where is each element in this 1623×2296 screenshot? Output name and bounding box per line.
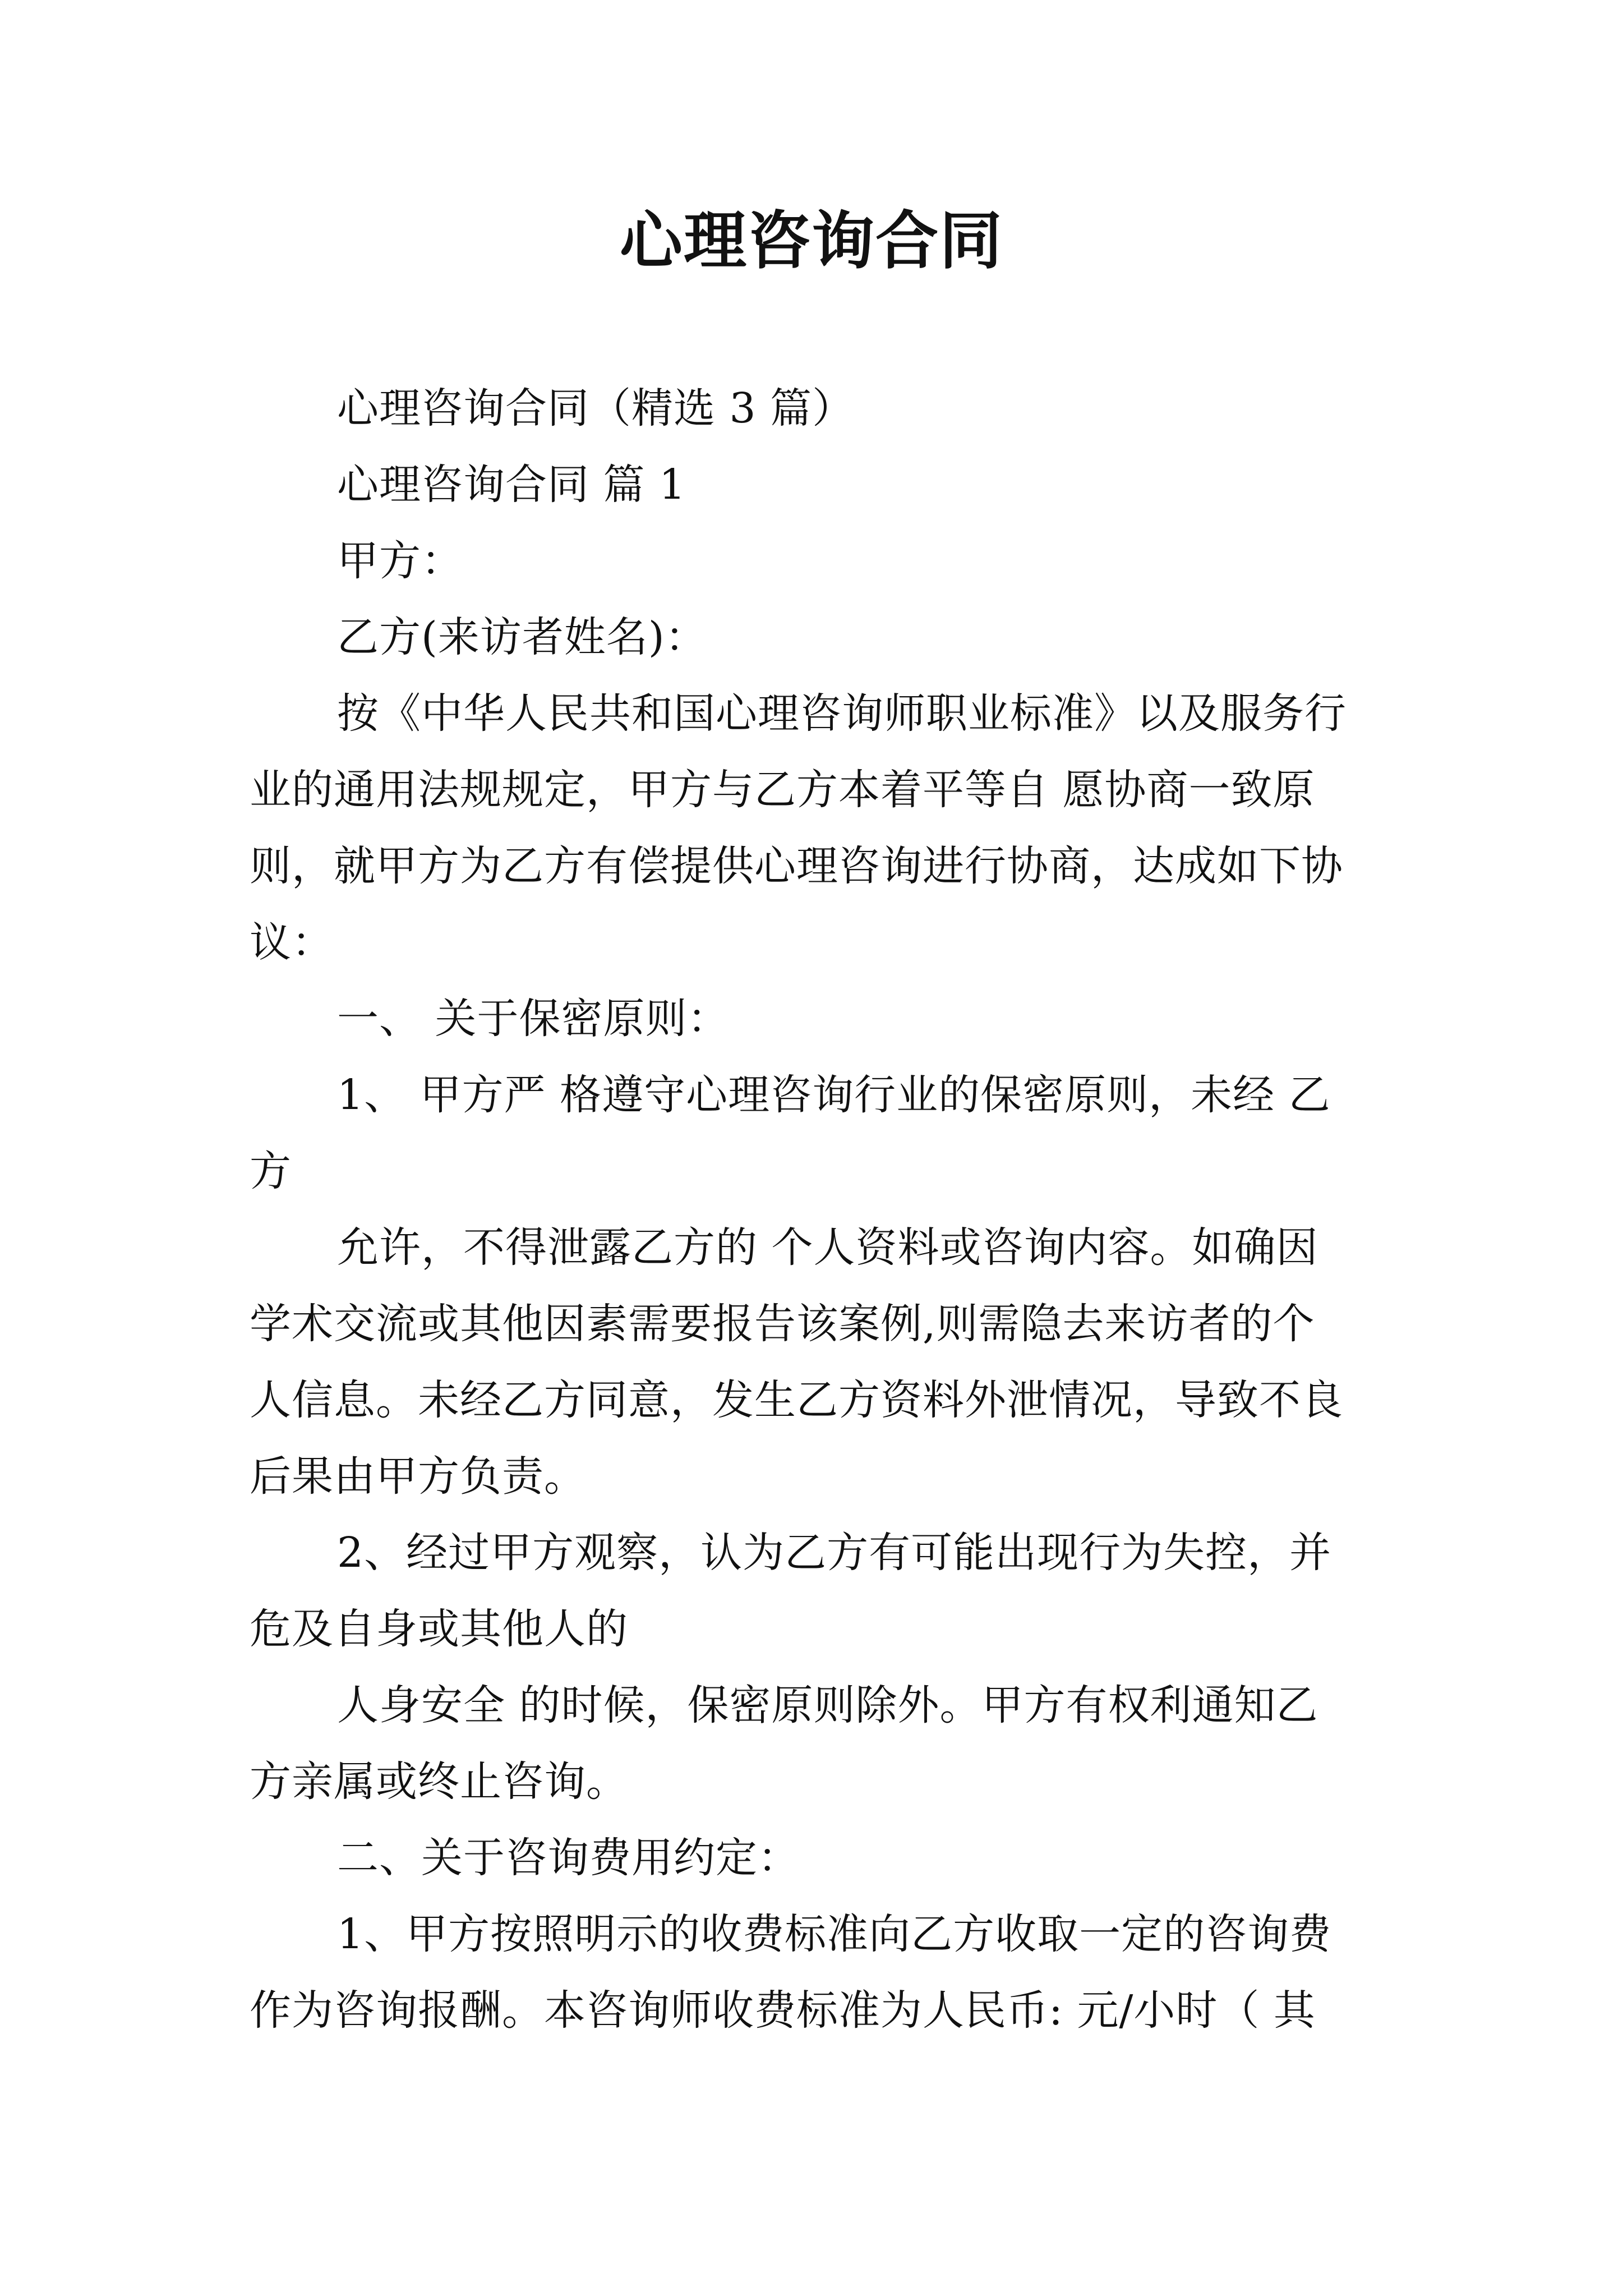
paragraph-line: 学术交流或其他因素需要报告该案例,则需隐去来访者的个 <box>250 1300 1315 1348</box>
document-body <box>250 370 1373 2049</box>
paragraph-line: 危及自身或其他人的 <box>250 1605 628 1653</box>
subtitle-line: 心理咨询合同（精选 3 篇） <box>337 384 855 432</box>
paragraph-line: 作为咨询报酬。本咨询师收费标准为人民币: 元/小时（ 其 <box>250 1986 1316 2035</box>
section-heading: 心理咨询合同 篇 1 <box>337 461 686 509</box>
paragraph-line: 2、经过甲方观察，认为乙方有可能出现行为失控，并 <box>337 1529 1332 1577</box>
clause-heading: 一、 关于保密原则： <box>337 995 730 1043</box>
paragraph-line: 按《中华人民共和国心理咨询师职业标准》以及服务行 <box>337 689 1347 738</box>
paragraph-line: 议： <box>250 918 334 967</box>
paragraph-line: 人身安全 的时候，保密原则除外。甲方有权利通知乙 <box>337 1681 1318 1729</box>
paragraph-line: 1、甲方按照明示的收费标准向乙方收取一定的咨询费 <box>337 1910 1332 1958</box>
paragraph-line: 允许，不得泄露乙方的 个人资料或咨询内容。如确因 <box>337 1223 1318 1272</box>
party-b-label: 乙方(来访者姓名)： <box>337 613 707 661</box>
paragraph-line: 业的通用法规规定，甲方与乙方本着平等自 愿协商一致原 <box>250 766 1315 814</box>
paragraph-line: 人信息。未经乙方同意，发生乙方资料外泄情况，导致不良 <box>250 1376 1343 1424</box>
paragraph-line: 方亲属或终止咨询。 <box>250 1757 628 1806</box>
paragraph-line: 1、 甲方严 格遵守心理咨询行业的保密原则，未经 乙 <box>337 1071 1331 1119</box>
clause-heading: 二、关于咨询费用约定： <box>337 1834 800 1882</box>
paragraph-line: 方 <box>250 1147 292 1195</box>
document-title: 心理咨询合同 <box>620 204 1003 278</box>
party-a-label: 甲方： <box>337 537 463 585</box>
paragraph-line: 后果由甲方负责。 <box>250 1452 586 1501</box>
paragraph-line: 则，就甲方为乙方有偿提供心理咨询进行协商，达成如下协 <box>250 842 1343 890</box>
